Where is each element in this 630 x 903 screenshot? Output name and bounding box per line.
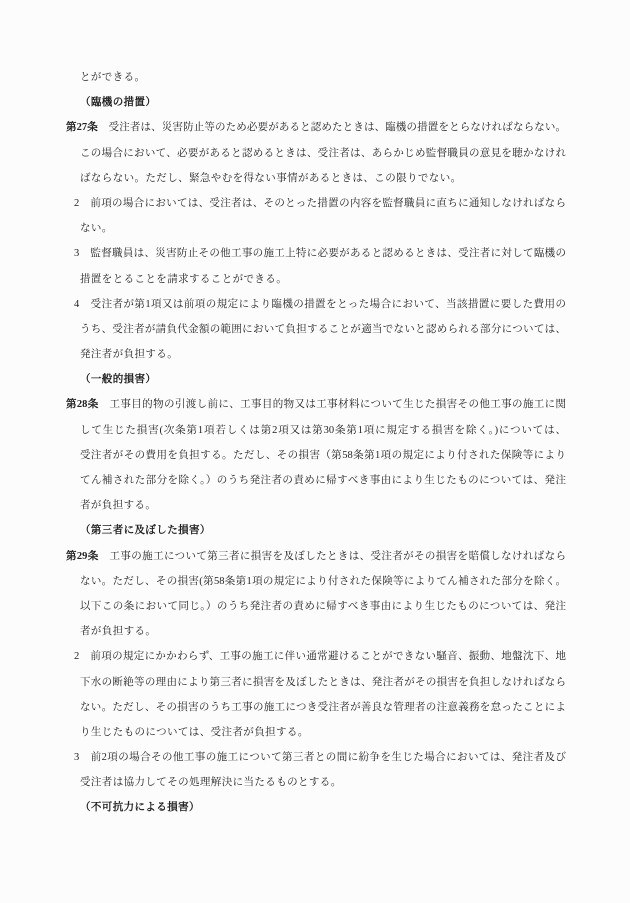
article-paragraph	[66, 392, 566, 518]
continuation-paragraph	[66, 65, 566, 90]
text-line	[66, 544, 566, 569]
line-text: 工事目的物の引渡し前に、工事目的物又は工事材料について生じた損害その他工事の施工に関	[98, 399, 567, 411]
article-paragraph	[66, 115, 566, 191]
section-heading	[66, 367, 566, 392]
text-line: （臨機の措置）	[80, 97, 157, 109]
text-line	[66, 115, 566, 140]
text-line: 下水の断絶等の理由により第三者に損害を及ぼしたときは、発注者がその損害を負担しなければなら	[80, 676, 566, 688]
text-line: ない。ただし、その損害のうち工事の施工につき受注者が善良な管理者の注意義務を怠ったことによ	[80, 701, 566, 713]
article-number: 第27条	[66, 122, 98, 134]
text-line: して生じた損害(次条第1項若しくは第2項又は第30条第1項に規定する損害を除く。)については、	[80, 424, 566, 436]
item-number: 2	[74, 197, 80, 209]
numbered-paragraph	[66, 191, 566, 241]
article-paragraph	[66, 544, 566, 645]
text-line: （第三者に及ぼした損害）	[80, 525, 211, 537]
item-number: 3	[74, 248, 80, 260]
text-line	[66, 745, 566, 770]
line-text: 監督職員は、災害防止その他工事の施工上特に必要があると認めるときは、受注者に対して臨機の	[79, 248, 566, 260]
text-line: 発注者が負担する。	[80, 349, 179, 361]
text-line	[66, 292, 566, 317]
article-number: 第28条	[66, 399, 99, 411]
line-text: 受注者は、災害防止等のため必要があると認めたときは、臨機の措置をとらなければならない。	[97, 122, 567, 134]
document-body	[66, 65, 566, 821]
section-heading	[66, 90, 566, 115]
text-line: 以下この条において同じ。）のうち発注者の責めに帰すべき事由により生じたものについては、発注	[80, 600, 566, 612]
line-text: 前2項の場合その他工事の施工について第三者との間に紛争を生じた場合においては、発注者及び	[79, 752, 566, 764]
numbered-paragraph	[66, 292, 566, 368]
line-text: 工事の施工について第三者に損害を及ぼしたときは、受注者がその損害を賠償しなければなら	[98, 550, 567, 562]
text-line: とができる。	[80, 72, 146, 83]
line-text: 前項の規定にかかわらず、工事の施工に伴い通常避けることができない騒音、振動、地盤沈下、地	[79, 651, 566, 663]
text-line: てん補された部分を除く。）のうち発注者の責めに帰すべき事由により生じたものについては、発注	[80, 475, 566, 486]
text-line	[66, 191, 566, 216]
text-line: 者が負担する。	[80, 626, 157, 638]
text-line: ない。	[80, 223, 113, 235]
numbered-paragraph	[66, 644, 566, 745]
text-line: うち、受注者が請負代金額の範囲において負担することが適当でないと認められる部分については、	[80, 323, 566, 335]
text-line: 者が負担する。	[80, 500, 157, 512]
text-line: （一般的損害）	[80, 374, 157, 386]
text-line: （不可抗力による損害）	[80, 802, 200, 814]
text-line	[66, 392, 566, 417]
text-line: 受注者は協力してその処理解決に当たるものとする。	[80, 777, 342, 789]
text-line: り生じたものについては、受注者が負担する。	[80, 726, 309, 738]
text-line: ばならない。ただし、緊急やむを得ない事情があるときは、この限りでない。	[80, 172, 462, 184]
text-line: 受注者がその費用を負担する。ただし、その損害（第58条第1項の規定により付された保険等により	[80, 449, 566, 461]
text-line: 措置をとることを請求することができる。	[80, 273, 288, 285]
text-line: この場合において、必要があると認めるときは、受注者は、あらかじめ監督職員の意見を聴かなけれ	[80, 147, 566, 159]
article-number: 第29条	[66, 550, 99, 562]
text-line: ない。ただし、その損害(第58条第1項の規定により付された保険等によりてん補された部分を除く。	[80, 575, 566, 587]
item-number: 2	[74, 651, 80, 663]
numbered-paragraph	[66, 241, 566, 291]
line-text: 前項の場合においては、受注者は、そのとった措置の内容を監督職員に直ちに通知しなければなら	[79, 197, 566, 209]
section-heading	[66, 795, 566, 820]
item-number: 3	[74, 752, 80, 764]
line-text: 受注者が第1項又は前項の規定により臨機の措置をとった場合において、当該措置に要した費用の	[79, 298, 566, 310]
numbered-paragraph	[66, 745, 566, 795]
text-line	[66, 644, 566, 669]
text-line	[66, 241, 566, 266]
item-number: 4	[74, 298, 80, 310]
section-heading	[66, 518, 566, 543]
